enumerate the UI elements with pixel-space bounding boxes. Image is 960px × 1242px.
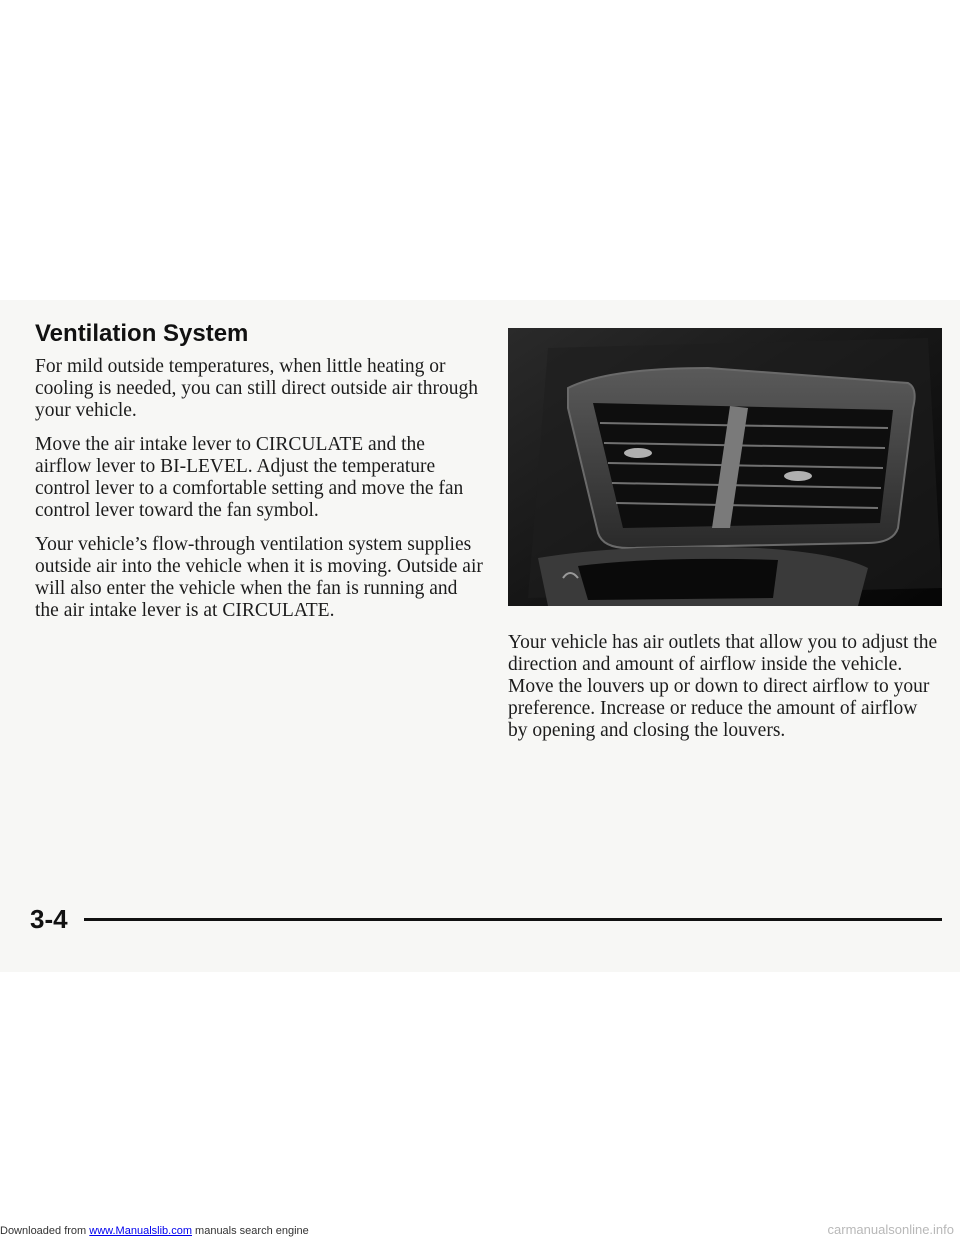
paragraph-flow-through: Your vehicle’s flow-through ventilation system supplies outside air into the vehicle when it is moving. Outside air will also enter the vehicle when the fan is running and the air intake lever is at CIRCULATE. (35, 534, 483, 621)
page-number: 3-4 (30, 904, 68, 934)
paragraph-air-outlets: Your vehicle has air outlets that allow you to adjust the direction and amount of airflow inside the vehicle. Move the louvers up or down to direct airflow to your preference. Increase or reduce the amount of airflow by opening and closing the louvers. (508, 632, 938, 741)
left-column (35, 356, 485, 634)
footer-prefix: Downloaded from (0, 1225, 90, 1237)
paragraph-levers: Move the air intake lever to CIRCULATE and the airflow lever to BI-LEVEL. Adjust the temperature control lever to a comfortable setting and move the fan control lever toward the fan symbol. (35, 434, 464, 521)
footer-rule (84, 918, 942, 921)
right-column (508, 632, 938, 742)
paragraph-mild-temps: For mild outside temperatures, when little heating or cooling is needed, you can still direct outside air through your vehicle. (35, 356, 478, 421)
manualslib-link[interactable]: www.Manualslib.com (89, 1225, 192, 1237)
download-footer (0, 1225, 309, 1237)
air-outlet-illustration (508, 328, 942, 606)
section-title: Ventilation System (35, 320, 249, 347)
air-outlet-photo (508, 328, 942, 606)
footer-suffix: manuals search engine (191, 1225, 309, 1237)
watermark: carmanualsonline.info (827, 1222, 954, 1237)
